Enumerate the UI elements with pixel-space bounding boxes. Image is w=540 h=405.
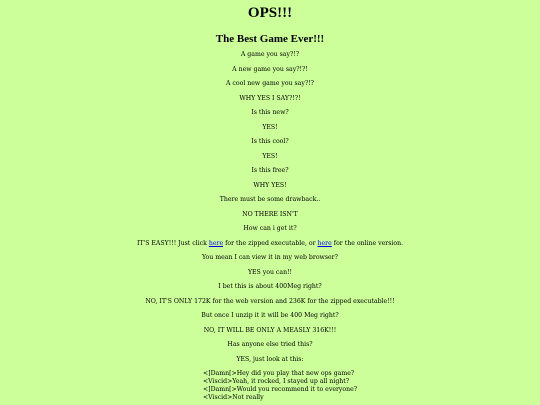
dialogue-line: A game you say?!? <box>240 51 300 58</box>
download-text-middle: for the zipped executable, or <box>223 239 318 247</box>
page-subtitle: The Best Game Ever!!! <box>215 33 325 45</box>
dialogue-line: I bet this is about 400Meg right? <box>218 283 322 290</box>
dialogue-line: WHY YES! <box>253 181 287 189</box>
dialogue-line: YES! <box>262 123 278 131</box>
download-text-suffix: for the online version. <box>331 239 404 247</box>
dialogue-line: WHY YES I SAY?!?! <box>239 94 301 102</box>
chat-log <box>203 370 540 402</box>
dialogue-line: A new game you say?!?! <box>232 65 308 73</box>
chat-line: <]Damn[>Would you recommend it to everyone? <box>203 386 358 393</box>
chat-line: <Viscid>Not really <box>203 394 264 401</box>
dialogue-line: YES, just look at this: <box>236 355 304 363</box>
dialogue-line: NO, IT WILL BE ONLY A MEASLY 316K!!! <box>203 326 337 334</box>
dialogue-line: How can i get it? <box>243 225 297 232</box>
zipped-executable-link[interactable]: here <box>208 239 224 247</box>
dialogue-line: A cool new game you say?!? <box>225 80 314 87</box>
dialogue-line: But once I unzip it it will be 400 Meg right? <box>201 312 339 319</box>
download-line <box>0 237 540 252</box>
dialogue-line: NO, IT'S ONLY 172K for the web version and 236K for the zipped executable!!! <box>145 297 395 305</box>
chat-line: <]Damn[>Hey did you play that new ops game? <box>203 370 355 377</box>
dialogue-line: Is this new? <box>251 109 289 116</box>
download-text-prefix: IT'S EASY!!! Just click <box>136 239 209 247</box>
dialogue-line: Has anyone else tried this? <box>227 341 313 348</box>
dialogue-line: Is this cool? <box>251 138 289 145</box>
dialogue <box>0 48 540 367</box>
dialogue-line: Is this free? <box>251 167 289 174</box>
dialogue-line: You mean I can view it in my web browser? <box>202 254 338 261</box>
page-title: OPS!!! <box>247 5 293 21</box>
dialogue-line: NO THERE ISN'T <box>242 210 298 218</box>
dialogue-line: YES you can!! <box>247 268 293 276</box>
chat-line: <Viscid>Yeah, it rocked, I stayed up all night? <box>203 378 350 385</box>
online-version-link[interactable]: here <box>317 239 332 247</box>
dialogue-line: There must be some drawback.. <box>219 196 321 203</box>
dialogue-line: YES! <box>262 152 278 160</box>
